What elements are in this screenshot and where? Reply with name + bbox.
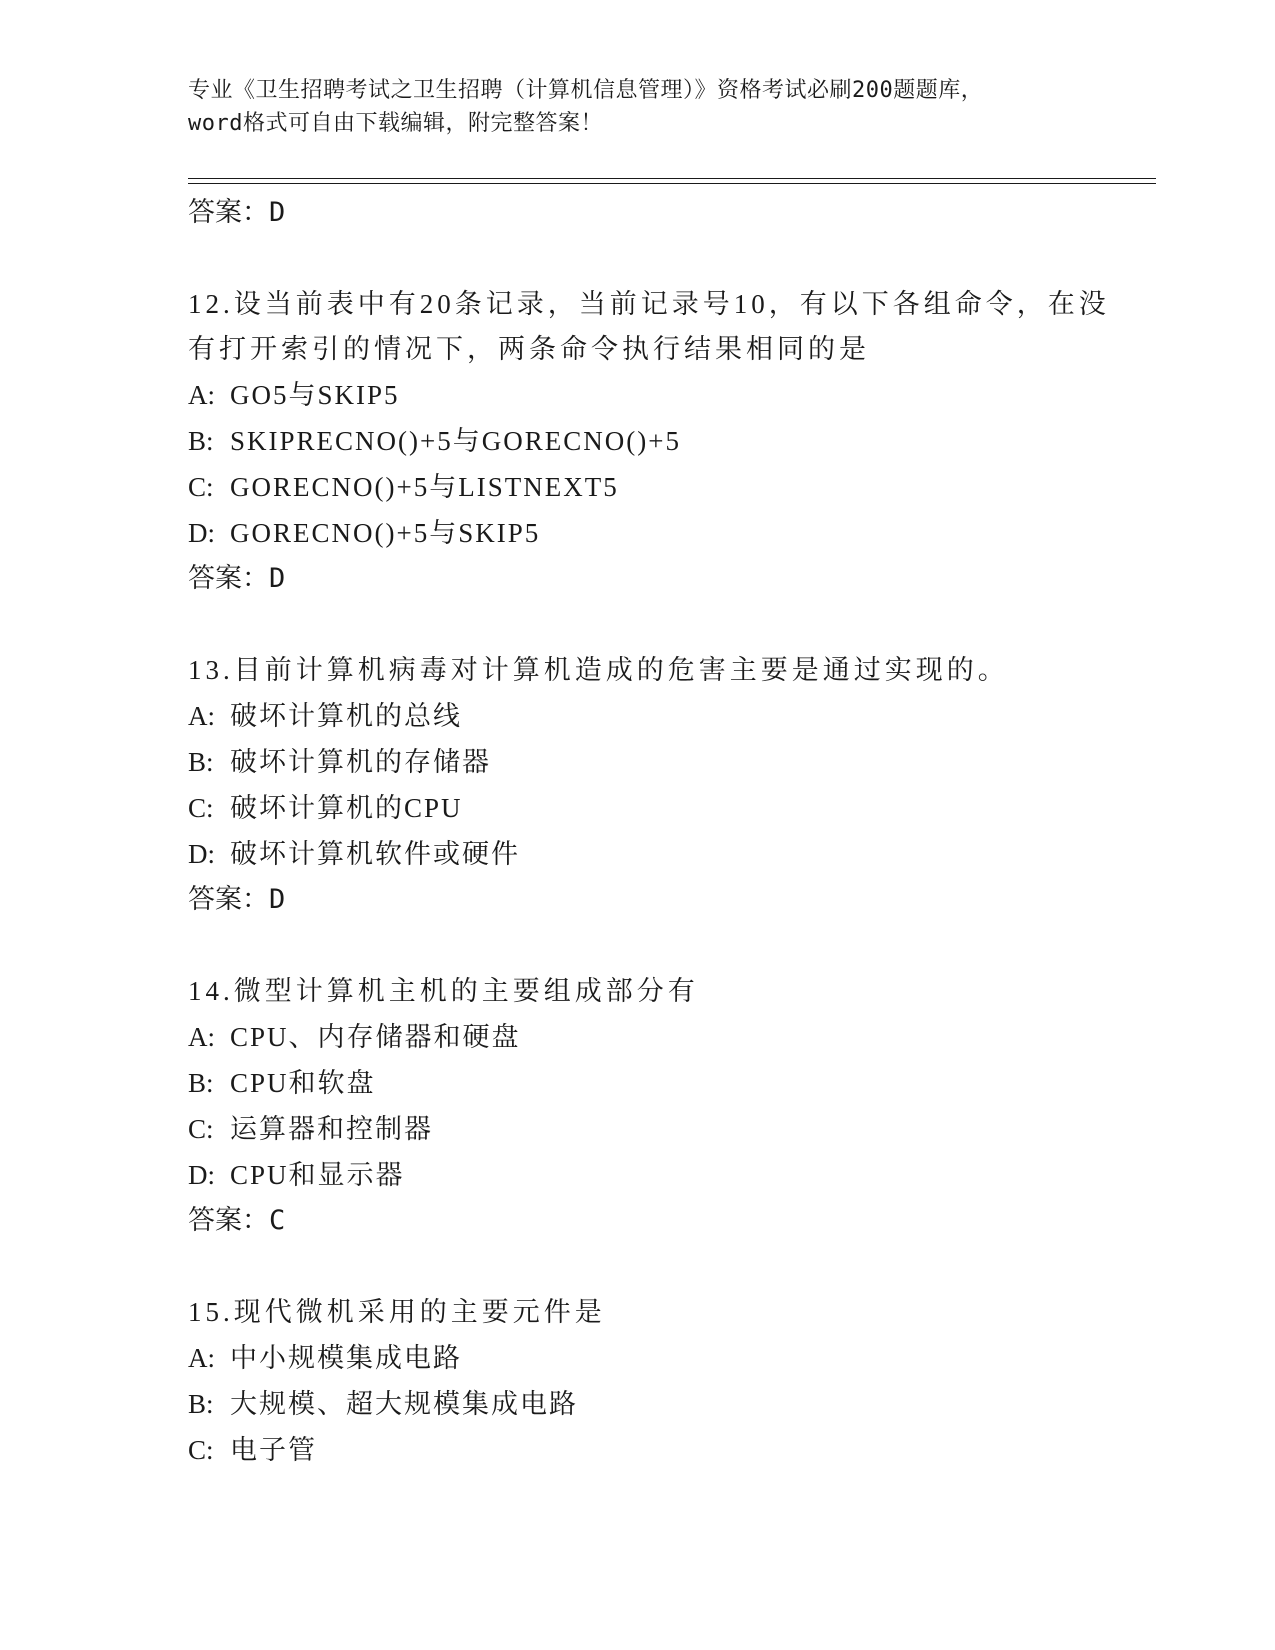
question-stem — [188, 648, 1148, 693]
option-letter: B: — [188, 1068, 214, 1098]
spacer — [188, 602, 1148, 648]
option-text: 中小规模集成电路 — [230, 1343, 462, 1373]
answer-line: 答案：D — [188, 884, 286, 915]
question-stem — [188, 969, 1148, 1014]
question-15 — [188, 1290, 1148, 1473]
header-title-line-1: 专业《卫生招聘考试之卫生招聘（计算机信息管理）》资格考试必刷200题题库， — [188, 78, 984, 103]
spacer — [188, 923, 1148, 969]
option-letter: A: — [188, 1343, 215, 1373]
option-letter: B: — [188, 426, 214, 456]
option-text: 破坏计算机的总线 — [230, 701, 462, 731]
spacer — [188, 236, 1148, 282]
option-c — [188, 1106, 1148, 1152]
question-list — [188, 190, 1148, 1473]
option-a — [188, 372, 1148, 418]
header-title-line-2: word格式可自由下载编辑，附完整答案！ — [188, 111, 603, 136]
spacer — [188, 1244, 1148, 1290]
question-12 — [188, 282, 1148, 602]
option-text: CPU和显示器 — [230, 1160, 405, 1190]
option-letter: C: — [188, 1114, 214, 1144]
option-text: 电子管 — [230, 1435, 317, 1465]
question-stem-line: 12.设当前表中有20条记录，当前记录号10，有以下各组命令，在没 — [188, 289, 1110, 319]
option-text: 大规模、超大规模集成电路 — [230, 1389, 578, 1419]
answer-line: 答案：D — [188, 197, 286, 228]
option-b — [188, 418, 1148, 464]
option-text: GORECNO()+5与LISTNEXT5 — [230, 472, 619, 502]
option-letter: C: — [188, 1435, 214, 1465]
option-d — [188, 510, 1148, 556]
option-letter: A: — [188, 1022, 215, 1052]
option-d — [188, 831, 1148, 877]
option-b — [188, 1060, 1148, 1106]
answer-line: 答案：C — [188, 1205, 286, 1236]
question-stem-line: 14.微型计算机主机的主要组成部分有 — [188, 976, 699, 1006]
option-letter: B: — [188, 1389, 214, 1419]
question-stem — [188, 282, 1148, 372]
question-stem-line: 有打开索引的情况下，两条命令执行结果相同的是 — [188, 334, 870, 364]
header-divider-top — [188, 178, 1156, 179]
option-text: SKIPRECNO()+5与GORECNO()+5 — [230, 426, 681, 456]
header-divider-bottom — [188, 183, 1156, 184]
question-14 — [188, 969, 1148, 1244]
option-c — [188, 1427, 1148, 1473]
question-stem-line: 13.目前计算机病毒对计算机造成的危害主要是通过实现的。 — [188, 655, 1009, 685]
option-a — [188, 1335, 1148, 1381]
option-c — [188, 785, 1148, 831]
option-letter: D: — [188, 1160, 215, 1190]
option-letter: D: — [188, 518, 215, 548]
question-stem-line: 15.现代微机采用的主要元件是 — [188, 1297, 606, 1327]
option-b — [188, 739, 1148, 785]
option-letter: C: — [188, 793, 214, 823]
option-text: CPU、内存储器和硬盘 — [230, 1022, 521, 1052]
option-a — [188, 693, 1148, 739]
document-header — [188, 74, 1088, 140]
option-d — [188, 1152, 1148, 1198]
option-c — [188, 464, 1148, 510]
answer-line: 答案：D — [188, 563, 286, 594]
question-13 — [188, 648, 1148, 923]
option-text: 破坏计算机软件或硬件 — [230, 839, 520, 869]
option-letter: A: — [188, 380, 215, 410]
option-text: 破坏计算机的CPU — [230, 793, 463, 823]
option-text: 破坏计算机的存储器 — [230, 747, 491, 777]
option-text: CPU和软盘 — [230, 1068, 376, 1098]
option-text: 运算器和控制器 — [230, 1114, 433, 1144]
option-letter: D: — [188, 839, 215, 869]
option-letter: C: — [188, 472, 214, 502]
option-text: GO5与SKIP5 — [230, 380, 400, 410]
option-b — [188, 1381, 1148, 1427]
question-stem — [188, 1290, 1148, 1335]
option-text: GORECNO()+5与SKIP5 — [230, 518, 541, 548]
option-letter: B: — [188, 747, 214, 777]
option-a — [188, 1014, 1148, 1060]
option-letter: A: — [188, 701, 215, 731]
